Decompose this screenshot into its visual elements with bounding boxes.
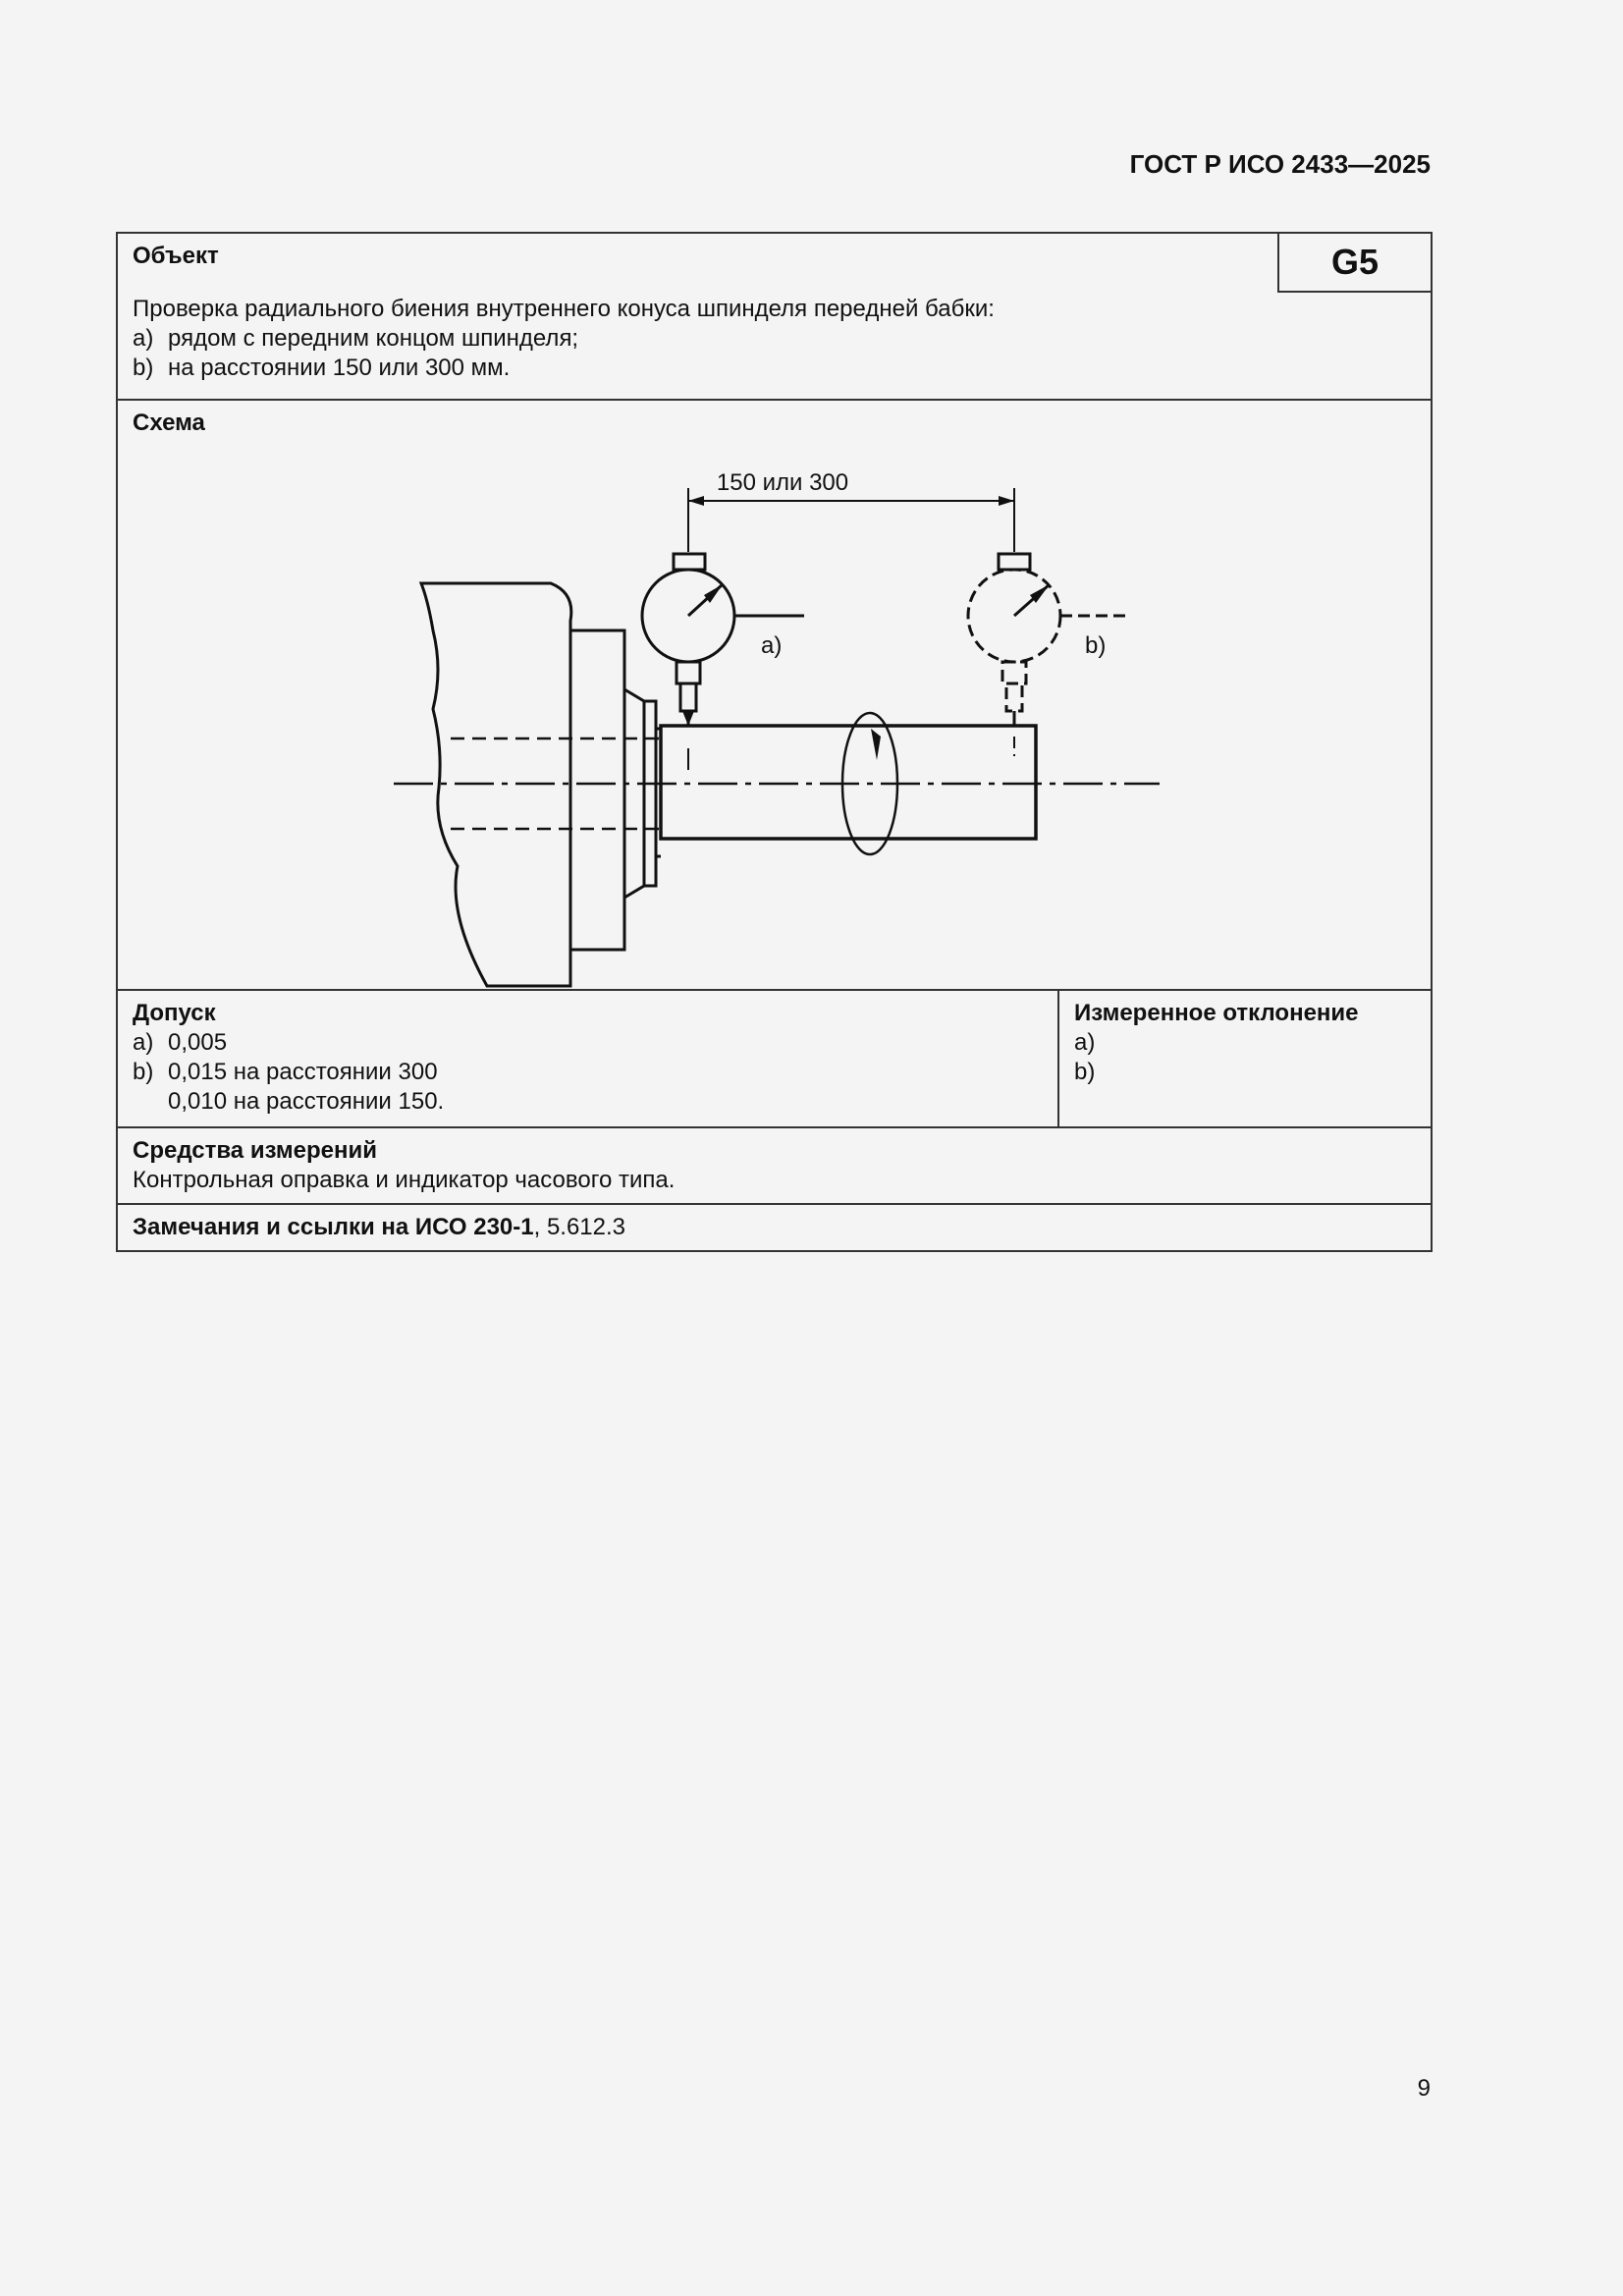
tolerance-item xyxy=(133,1058,1043,1087)
dial-indicator-a xyxy=(642,554,804,770)
object-cell xyxy=(117,233,1432,400)
object-description: Проверка радиального биения внутреннего конуса шпинделя передней бабки: xyxy=(133,296,995,322)
object-item xyxy=(133,354,1416,383)
list-marker: a) xyxy=(133,325,154,352)
remarks-reference: , 5.612.3 xyxy=(533,1214,626,1240)
spindle-nose xyxy=(624,689,644,898)
test-id-box: G5 xyxy=(1277,232,1433,293)
list-text: рядом с передним концом шпинделя; xyxy=(168,325,579,352)
schema-drawing xyxy=(118,401,1431,990)
indicator-a-label: a) xyxy=(761,632,783,659)
tolerance-cell xyxy=(117,990,1058,1127)
measured-heading: Измеренное отклонение xyxy=(1074,1000,1359,1026)
schema-cell xyxy=(117,400,1432,990)
list-marker: b) xyxy=(133,1059,154,1085)
list-text: 0,015 на расстоянии 300 xyxy=(168,1059,438,1085)
spindle-nose-ring xyxy=(644,701,656,886)
object-item xyxy=(133,324,1416,354)
dimension-label: 150 или 300 xyxy=(716,469,849,496)
instruments-heading: Средства измерений xyxy=(133,1137,378,1164)
spindle-flange xyxy=(570,630,624,950)
list-marker: b) xyxy=(133,355,154,381)
remarks-cell xyxy=(117,1204,1432,1251)
list-marker: a) xyxy=(133,1029,154,1056)
tolerance-continuation: 0,010 на расстоянии 150. xyxy=(168,1088,445,1115)
list-text: на расстоянии 150 или 300 мм. xyxy=(168,355,511,381)
indicator-b-label: b) xyxy=(1085,632,1107,659)
tolerance-item xyxy=(133,1028,1043,1058)
page-number: 9 xyxy=(1417,2075,1431,2102)
instruments-cell xyxy=(117,1127,1432,1204)
measured-cell xyxy=(1058,990,1432,1127)
schema-heading: Схема xyxy=(133,410,205,436)
measured-item-b: b) xyxy=(1074,1059,1096,1085)
list-text: 0,005 xyxy=(168,1029,228,1056)
object-heading: Объект xyxy=(133,243,219,269)
instruments-text: Контрольная оправка и индикатор часового типа. xyxy=(133,1167,676,1193)
remarks-heading: Замечания и ссылки на ИСО 230-1 xyxy=(133,1214,534,1240)
test-card-table xyxy=(116,232,1433,1252)
measured-item-a: a) xyxy=(1074,1029,1096,1056)
tolerance-heading: Допуск xyxy=(133,1000,216,1026)
document-code: ГОСТ Р ИСО 2433—2025 xyxy=(1129,149,1431,179)
